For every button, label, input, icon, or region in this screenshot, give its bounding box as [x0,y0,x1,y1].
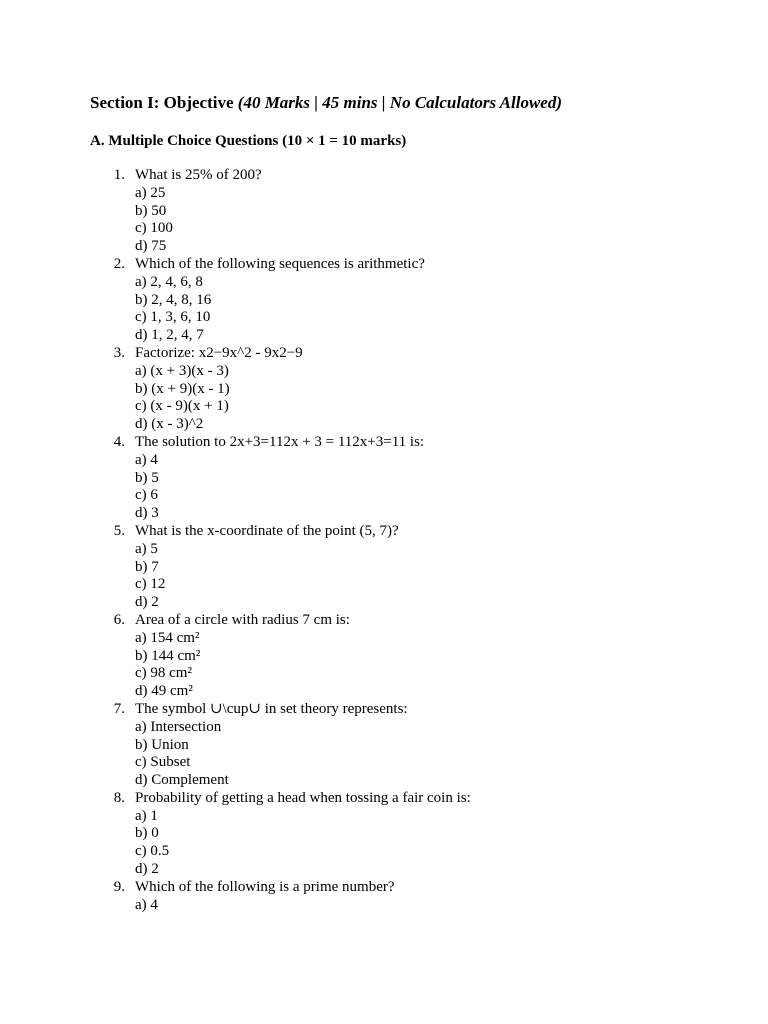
section-title-text: Section I: Objective [90,93,234,112]
question-6 [0,612,768,701]
question-number: 1. [113,167,125,183]
question-5 [0,523,768,612]
answer-option: a) 1 [135,807,158,824]
subsection-title: A. Multiple Choice Questions (10 × 1 = 10 marks) [90,133,407,149]
answer-option: b) Union [135,736,189,753]
question-list [0,167,768,914]
answer-option: d) (x - 3)^2 [135,416,204,433]
question-7 [0,701,768,790]
question-line [0,879,768,897]
question-text: Which of the following is a prime number? [135,878,395,895]
answer-option: a) (x + 3)(x - 3) [135,362,229,379]
section-title [90,92,562,114]
question-number: 7. [113,700,125,717]
answer-option: d) 3 [135,505,159,522]
question-line [0,434,768,452]
answer-option: c) 1, 3, 6, 10 [135,309,211,326]
answer-option: b) 7 [135,558,159,575]
answer-option: b) 2, 4, 8, 16 [135,291,212,308]
answer-option: b) 144 cm² [135,647,201,664]
answer-option: b) 50 [135,202,167,219]
question-number: 3. [113,344,125,361]
answer-option: a) 154 cm² [135,629,200,646]
question-text: What is the x-coordinate of the point (5, 7)? [135,522,399,539]
question-text: What is 25% of 200? [135,167,262,183]
answer-option: d) 1, 2, 4, 7 [135,327,204,344]
question-line [0,523,768,541]
question-8 [0,790,768,879]
question-line [0,790,768,808]
question-4 [0,434,768,523]
question-text: The symbol ∪\cup∪ in set theory represents: [135,700,408,717]
answer-option: d) 49 cm² [135,683,193,700]
answer-option: b) 5 [135,469,159,486]
question-1 [0,167,768,256]
question-number: 2. [113,255,125,272]
question-text: The solution to 2x+3=112x + 3 = 112x+3=11 is: [135,433,425,450]
question-number: 4. [113,433,125,450]
answer-option: a) 4 [135,451,158,468]
section-details: (40 Marks | 45 mins | No Calculators Allowed) [237,93,563,112]
question-number: 6. [113,611,125,628]
question-line [0,345,768,363]
answer-option: b) 0 [135,825,159,842]
question-text: Which of the following sequences is arithmetic? [135,255,425,272]
answer-option: d) 75 [135,238,167,255]
answer-option: c) Subset [135,754,191,771]
answer-option: b) (x + 9)(x - 1) [135,380,230,397]
answer-option: c) 98 cm² [135,665,192,682]
answer-option: a) 25 [135,184,166,201]
question-text: Probability of getting a head when tossing a fair coin is: [135,789,471,806]
answer-option: a) 2, 4, 6, 8 [135,273,203,290]
question-number: 8. [113,789,125,806]
question-2 [0,256,768,345]
answer-option: c) (x - 9)(x + 1) [135,398,229,415]
question-line [0,701,768,719]
question-text: Area of a circle with radius 7 cm is: [135,611,350,628]
question-number: 5. [113,522,125,539]
answer-option: c) 6 [135,487,158,504]
answer-option: c) 12 [135,576,166,593]
answer-option: d) 2 [135,594,159,611]
answer-option: a) 5 [135,540,158,557]
answer-option: c) 100 [135,220,173,237]
answer-option: a) 4 [135,896,158,913]
question-9 [0,879,768,915]
question-number: 9. [113,878,125,895]
question-text: Factorize: x2−9x^2 - 9x2−9 [135,344,303,361]
answer-option: d) 2 [135,861,159,878]
question-line [0,256,768,274]
question-3 [0,345,768,434]
answer-option: a) Intersection [135,718,222,735]
question-line [0,167,768,185]
question-line [0,612,768,630]
answer-option: d) Complement [135,772,229,789]
answer-option: c) 0.5 [135,843,170,860]
